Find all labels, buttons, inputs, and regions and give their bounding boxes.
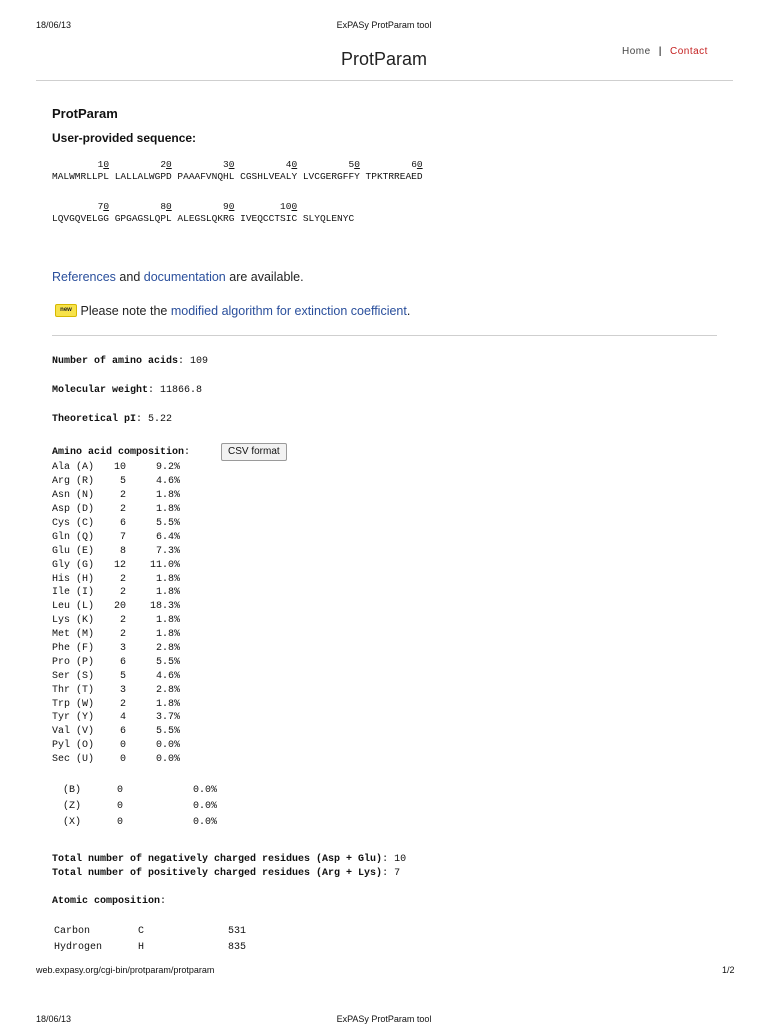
extinction-algorithm-link[interactable]: modified algorithm for extinction coefficient [170,304,407,318]
csv-format-button[interactable]: CSV format [221,443,287,461]
residue-percent: 1.8% [155,615,180,627]
site-title: ProtParam [340,49,428,69]
sequence-residues-2: LQVGQVELGG GPGAGSLQPL ALEGSLQKRG IVEQCCTSIC SLYQLENYC [52,213,355,224]
residue-percent: 5.5% [155,656,180,668]
negative-charged-value: 10 [394,854,407,865]
references-link[interactable]: References [52,270,116,284]
residue-name: Phe (F) [52,643,95,655]
residue-count: 5 [119,476,126,488]
residue-percent: 1.8% [155,629,180,641]
positive-charged-value: 7 [394,868,401,879]
residue-name: Pyl (O) [52,740,95,752]
footer-date: 18/06/13 [36,1014,72,1024]
residue-count: 2 [119,573,126,585]
table-row [52,461,180,475]
nav-separator: | [658,46,662,57]
residue-name: Sec (U) [52,754,95,766]
residue-percent: 0.0% [192,785,217,797]
residue-count: 5 [119,670,126,682]
residue-name: Lys (K) [52,615,95,627]
ruler-number: 0 [291,201,298,212]
print-title: ExPASy ProtParam tool [336,20,432,30]
footer-page-number: 1/2 [722,965,735,975]
table-row [52,753,180,767]
residue-percent: 11.0% [149,559,180,571]
residue-percent: 0.0% [192,817,217,829]
sequence-ruler-1: 10 20 30 40 50 60 [52,159,423,170]
sequence-block-2 [52,201,354,225]
note-line: new Please note the modified algorithm for extinction coefficient. [55,304,410,318]
residue-name: Gly (G) [52,559,95,571]
table-row [52,530,180,544]
residue-count: 0 [116,801,123,813]
residue-name: Cys (C) [52,518,95,529]
ruler-number: 0 [166,159,172,170]
table-row [52,725,180,739]
composition-label: Amino acid composition: [52,447,191,458]
table-row [52,558,180,572]
new-badge-icon: new [55,304,77,317]
ambiguous-residue-table [61,782,219,832]
top-nav [622,46,708,57]
table-row [52,475,180,489]
table-row [52,711,180,725]
ruler-number: 0 [291,159,298,170]
residue-percent: 18.3% [149,601,180,613]
residue-percent: 4.6% [155,670,180,682]
residue-percent: 0.0% [155,740,180,752]
ruler-number: 0 [228,159,235,170]
residue-percent: 2.8% [155,684,180,696]
sequence-residues-1: MALWMRLLPL LALLALWGPD PAAAFVNQHL CGSHLVEALY LVCGERGFFY TPKTRREAED [52,171,423,182]
table-row [52,503,180,517]
residue-name: Asn (N) [52,490,95,502]
table-row [52,517,180,531]
residue-count: 2 [119,629,126,641]
residue-percent: 7.3% [155,545,180,557]
residue-count: 2 [119,698,126,710]
print-date: 18/06/13 [36,20,72,30]
residue-count: 7 [119,531,126,543]
header-divider [36,80,733,81]
atom-count: 531 [227,925,246,937]
table-row [63,784,217,798]
residue-count: 2 [119,490,126,502]
theoretical-pi-value: 5.22 [148,414,173,425]
residue-percent: 5.5% [155,518,180,529]
molecular-weight-value: 11866.8 [160,385,203,396]
table-row [52,600,180,614]
residue-count: 20 [113,601,126,613]
footer-url: web.expasy.org/cgi-bin/protparam/protparam [36,965,215,975]
residue-count: 6 [119,656,126,668]
residue-count: 3 [119,684,126,696]
residue-name: Trp (W) [52,698,95,710]
num-amino-acids-value: 109 [190,356,209,367]
residue-name: Pro (P) [52,656,95,668]
residue-name: Arg (R) [52,476,95,488]
residue-count: 10 [113,462,126,474]
residue-name: Ser (S) [52,670,95,682]
residue-name: Tyr (Y) [52,712,95,724]
residue-name: Ala (A) [52,462,95,474]
residue-percent: 4.6% [155,476,180,488]
atom-symbol: C [138,925,145,937]
residue-count: 8 [119,545,126,557]
residue-count: 0 [116,817,123,829]
residue-name: Glu (E) [52,545,95,557]
negative-charged-residues: Total number of negatively charged residues (Asp + Glu): 10 [52,854,407,865]
atom-count: 835 [227,941,246,953]
residue-count: 0 [119,740,126,752]
table-row [63,800,217,814]
sequence-block-1 [52,159,423,183]
residue-count: 4 [119,712,126,724]
table-row [52,739,180,753]
residue-percent: 1.8% [155,587,180,599]
residue-name: (X) [63,817,82,829]
table-row [52,572,180,586]
amino-acid-table [52,461,180,767]
residue-percent: 1.8% [155,504,180,516]
residue-percent: 0.0% [192,801,217,813]
table-row [63,816,217,830]
residue-count: 2 [119,504,126,516]
num-amino-acids: Number of amino acids: 109 [52,356,209,367]
residue-name: (Z) [63,801,82,813]
residue-percent: 5.5% [155,726,180,738]
residue-name: His (H) [52,573,95,585]
sequence-ruler-2: 70 80 90 100 [52,201,298,212]
page-heading: ProtParam [52,106,118,121]
ruler-number: 0 [354,159,360,170]
table-row [52,683,180,697]
table-row [52,489,180,503]
table-row [52,655,180,669]
residue-percent: 1.8% [155,698,180,710]
residue-count: 6 [119,518,126,529]
residue-name: Thr (T) [52,684,95,696]
table-row [54,940,246,954]
residue-percent: 1.8% [155,573,180,585]
residue-count: 6 [119,726,126,738]
table-row [52,697,180,711]
residue-count: 3 [119,643,126,655]
ruler-number: 0 [103,201,110,212]
residue-percent: 1.8% [155,490,180,502]
residue-name: Leu (L) [52,601,95,613]
residue-percent: 3.7% [155,712,180,724]
ruler-number: 0 [416,159,423,170]
ruler-number: 0 [166,201,172,212]
atom-name: Carbon [54,925,91,937]
residue-name: (B) [63,785,82,797]
table-row [52,628,180,642]
table-row [52,614,180,628]
residue-count: 12 [113,559,126,571]
residue-percent: 9.2% [155,462,180,474]
residue-name: Val (V) [52,726,95,738]
table-row [52,544,180,558]
residue-count: 2 [119,587,126,599]
residue-count: 0 [119,754,126,766]
residue-name: Met (M) [52,629,95,641]
residue-percent: 0.0% [155,754,180,766]
references-line: References and documentation are available. [52,270,304,284]
atomic-composition-label: Atomic composition: [52,896,167,907]
theoretical-pi: Theoretical pI: 5.22 [52,414,173,425]
residue-name: Asp (D) [52,504,95,516]
section-divider [52,335,717,336]
residue-count: 2 [119,615,126,627]
footer-title: ExPASy ProtParam tool [336,1014,432,1024]
residue-percent: 2.8% [155,643,180,655]
table-row [54,924,246,938]
nav-home-link[interactable]: Home [622,46,651,57]
residue-count: 0 [116,785,123,797]
sequence-label: User-provided sequence: [52,131,197,145]
atomic-composition-table [52,922,248,956]
positive-charged-residues: Total number of positively charged residues (Arg + Lys): 7 [52,868,401,879]
residue-name: Ile (I) [52,587,95,599]
table-row [52,669,180,683]
ruler-number: 0 [103,159,110,170]
table-row [52,642,180,656]
molecular-weight: Molecular weight: 11866.8 [52,385,203,396]
table-row [52,586,180,600]
atom-name: Hydrogen [54,941,103,953]
atom-symbol: H [138,941,145,953]
nav-contact-link[interactable]: Contact [670,46,708,57]
ruler-number: 0 [228,201,235,212]
documentation-link[interactable]: documentation [143,270,226,284]
residue-percent: 6.4% [155,531,180,543]
residue-name: Gln (Q) [52,531,95,543]
